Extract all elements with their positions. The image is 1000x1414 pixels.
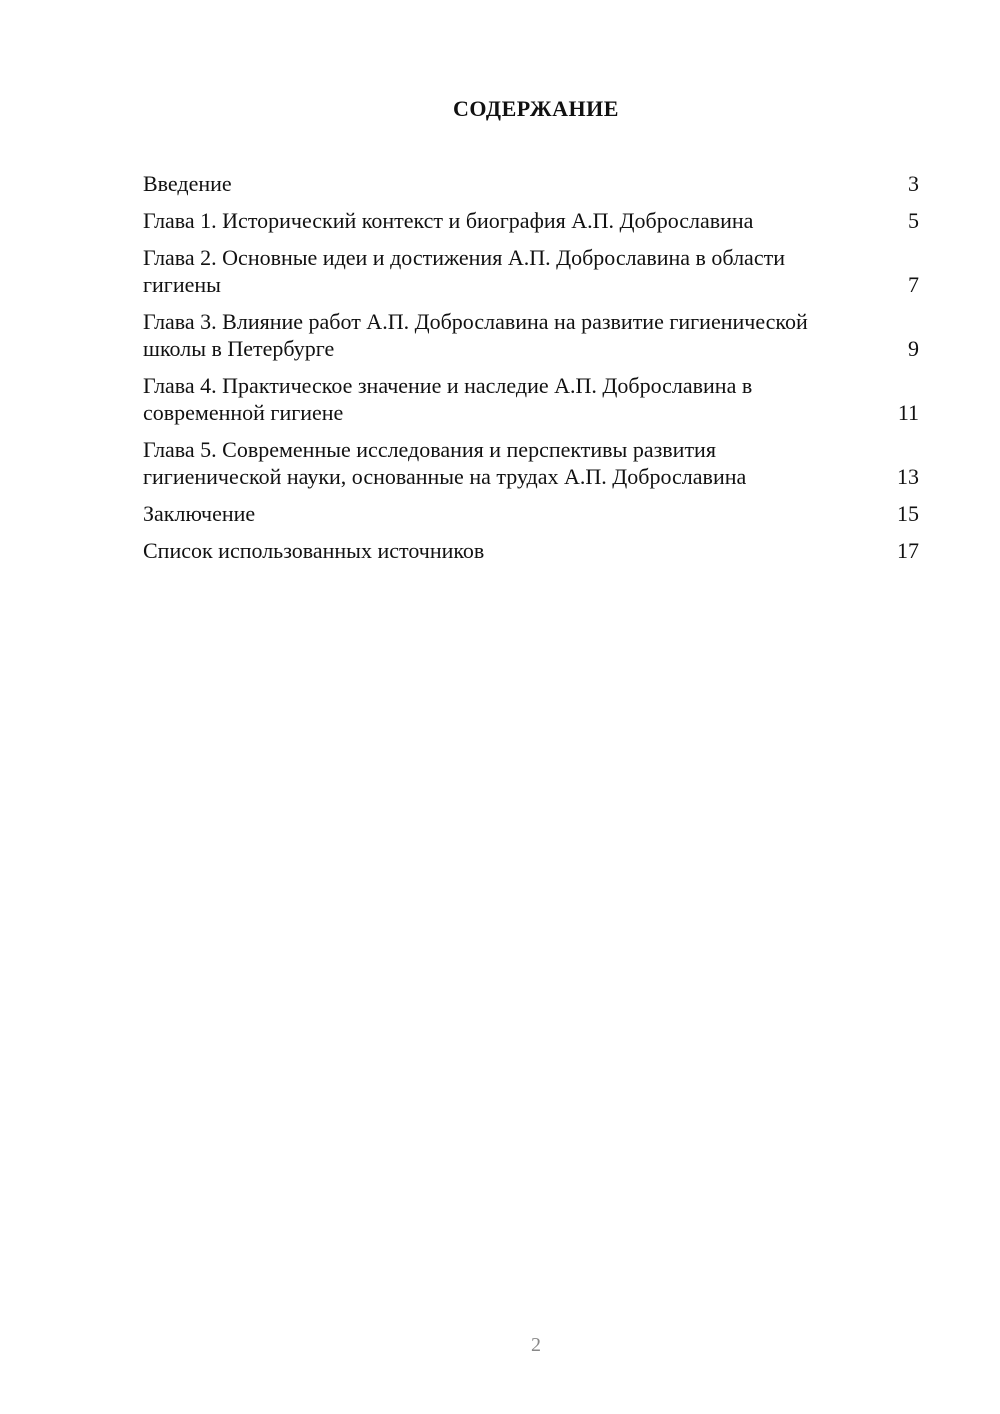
table-of-contents: [143, 170, 919, 574]
toc-entry-page: 15: [897, 501, 919, 526]
toc-entry-page: 17: [897, 538, 919, 563]
toc-entry-chapter-5: [143, 436, 919, 490]
page-number: 2: [531, 1334, 541, 1356]
toc-entry-title: Заключение: [143, 501, 256, 526]
toc-entry-page: 3: [908, 171, 919, 196]
toc-entry-chapter-4: [143, 372, 919, 426]
toc-entry-page: 11: [897, 400, 919, 425]
toc-entry-chapter-1: [143, 207, 919, 234]
toc-entry-page: 7: [908, 272, 919, 297]
toc-entry-title: Глава 4. Практическое значение и наследие А.П. Доброславина в современной гигиене: [143, 373, 753, 425]
toc-entry-introduction: [143, 170, 919, 197]
toc-entry-title: Глава 2. Основные идеи и достижения А.П. Доброславина в области гигиены: [143, 245, 785, 297]
toc-entry-references: [143, 537, 919, 564]
toc-entry-title: Глава 5. Современные исследования и перспективы развития гигиенической науки, основанные на трудах А.П. Доброславина: [143, 437, 747, 489]
toc-entry-page: 13: [897, 464, 919, 489]
toc-entry-chapter-3: [143, 308, 919, 362]
toc-entry-chapter-2: [143, 244, 919, 298]
toc-entry-title: Список использованных источников: [143, 538, 485, 563]
toc-entry-title: Глава 1. Исторический контекст и биография А.П. Доброславина: [143, 208, 754, 233]
toc-entry-title: Глава 3. Влияние работ А.П. Доброславина на развитие гигиенической школы в Петербурге: [143, 309, 808, 361]
toc-entry-page: 9: [908, 336, 919, 361]
page-title: СОДЕРЖАНИЕ: [453, 96, 619, 121]
toc-entry-page: 5: [908, 208, 919, 233]
toc-entry-conclusion: [143, 500, 919, 527]
toc-entry-title: Введение: [143, 171, 232, 196]
